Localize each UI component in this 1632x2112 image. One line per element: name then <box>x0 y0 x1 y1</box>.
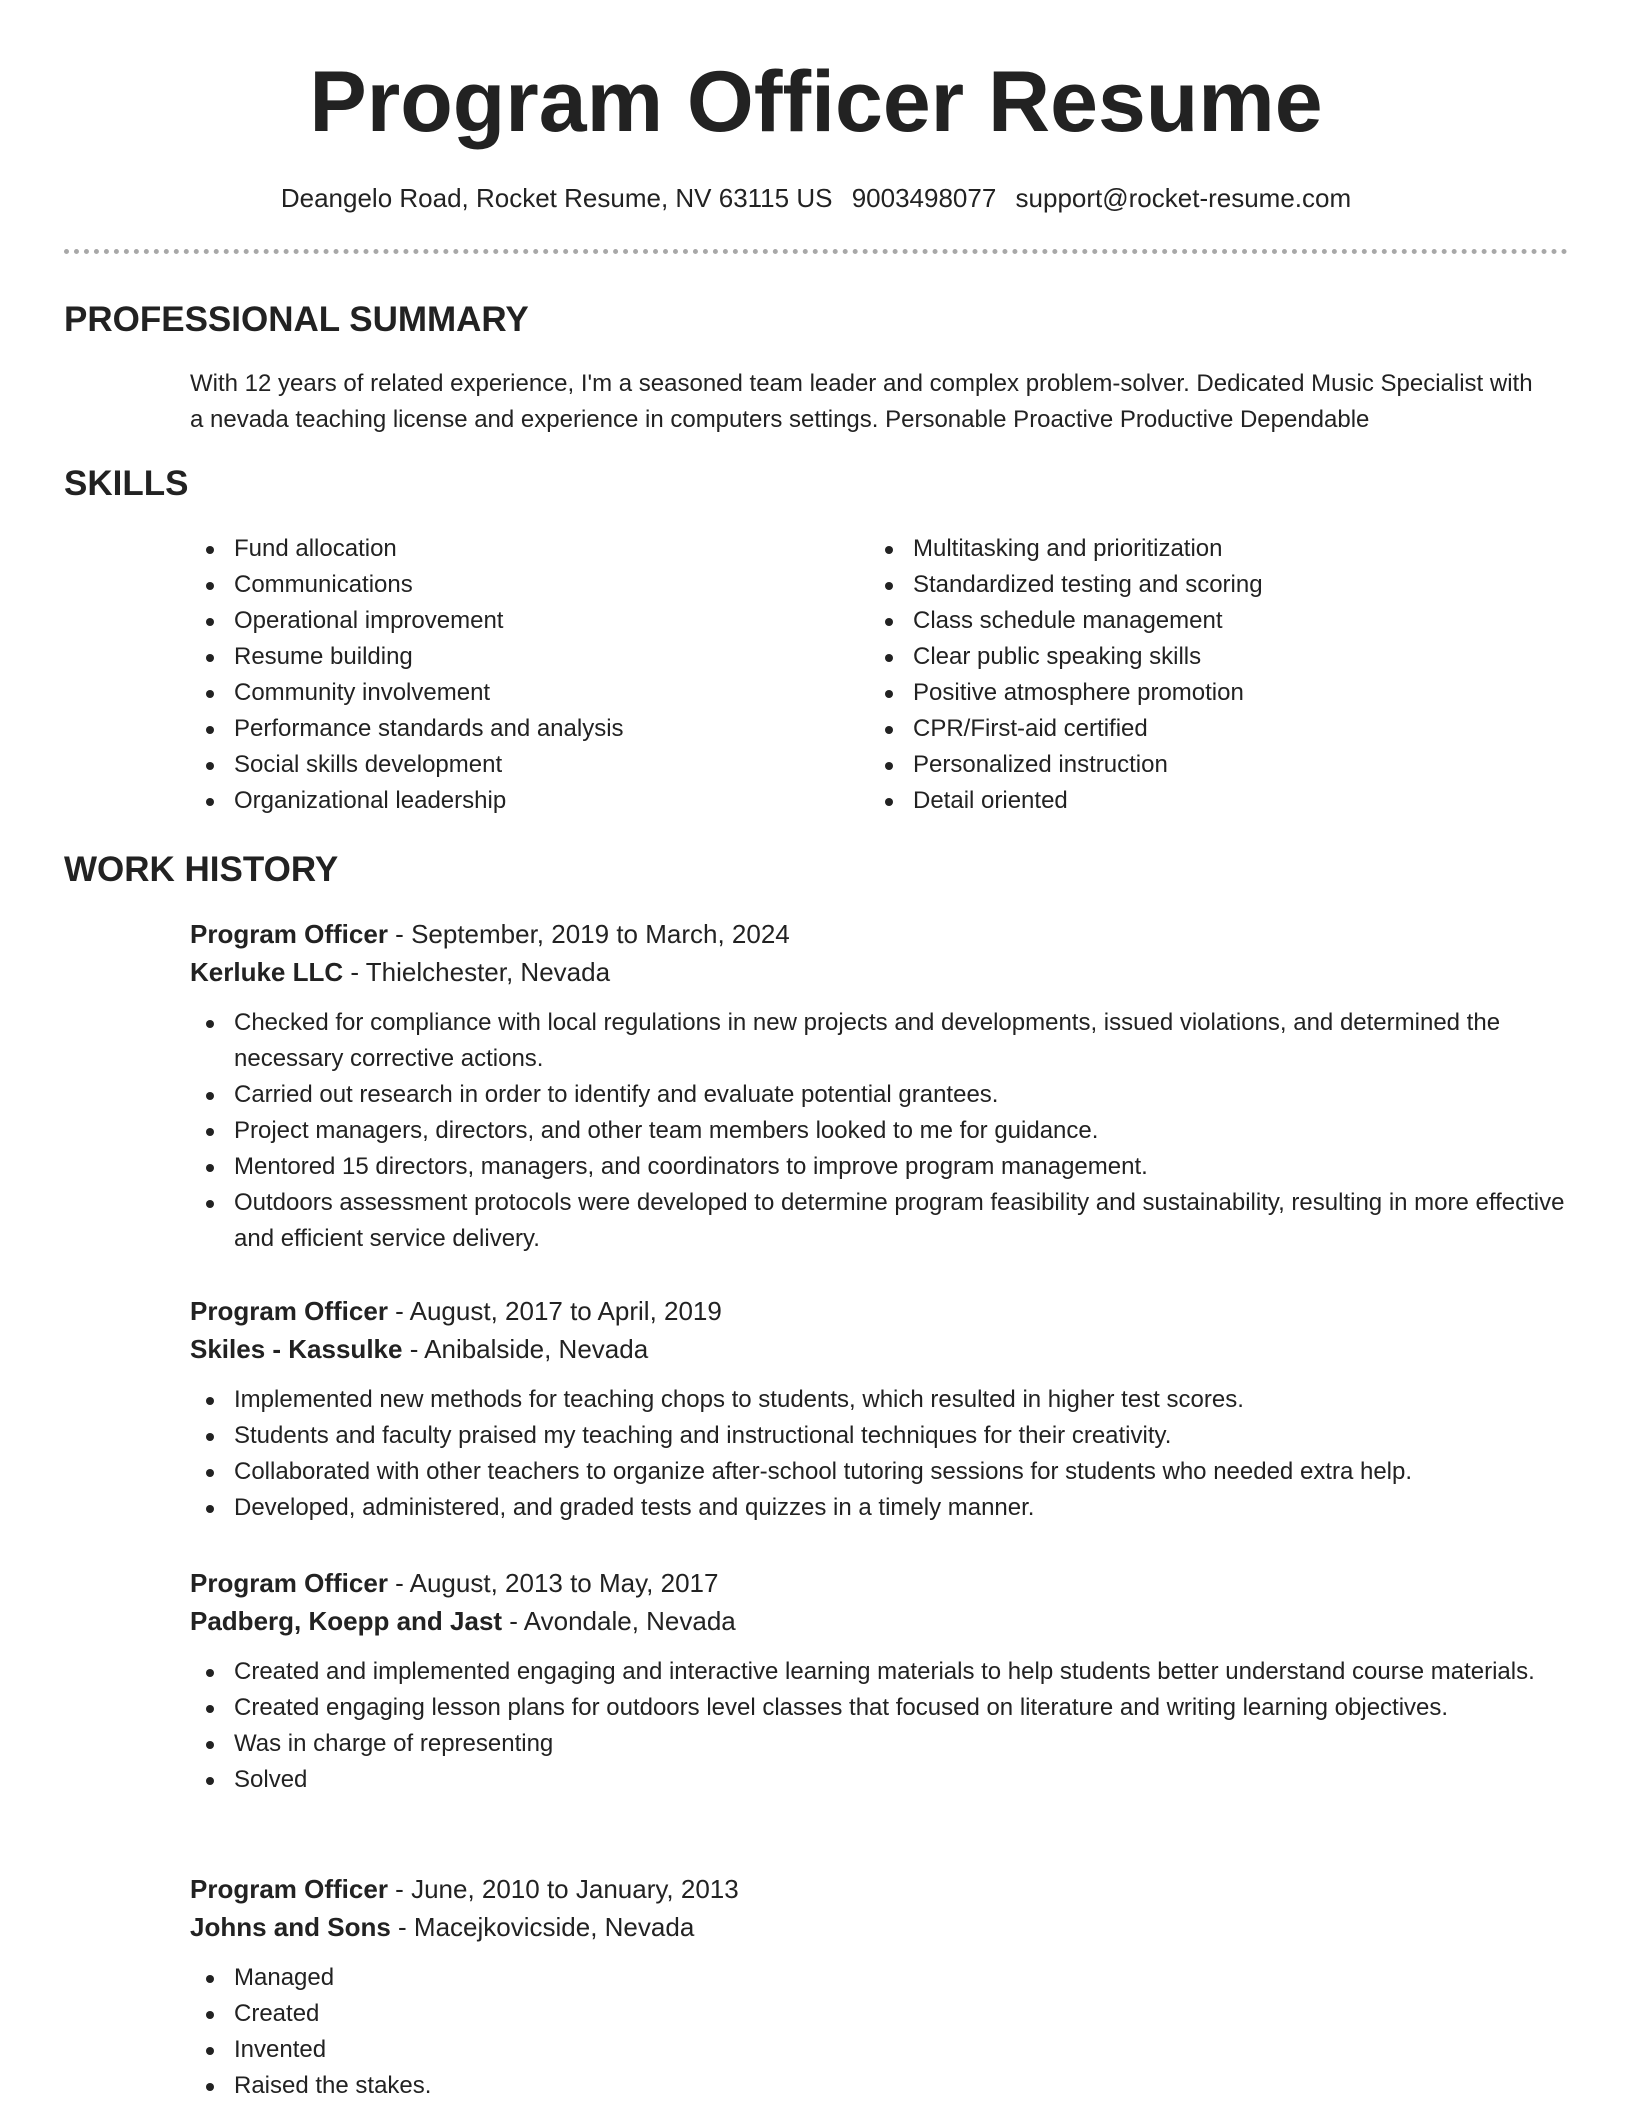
skills-list-left <box>190 531 830 819</box>
job-bullet: Implemented new methods for teaching chops to students, which resulted in higher test scores. <box>190 1382 1570 1418</box>
job-bullet: Mentored 15 directors, managers, and coordinators to improve program management. <box>190 1149 1570 1185</box>
skill-item: Communications <box>190 567 830 603</box>
skill-item: Performance standards and analysis <box>190 711 830 747</box>
job-bullets <box>190 1005 1570 1257</box>
skill-item: Multitasking and prioritization <box>869 531 1549 567</box>
summary-heading: PROFESSIONAL SUMMARY <box>64 300 529 339</box>
job-bullet: Invented <box>190 2032 1570 2068</box>
job-bullet: Created engaging lesson plans for outdoors level classes that focused on literature and writing learning objectives. <box>190 1690 1570 1726</box>
summary-text: With 12 years of related experience, I'm a seasoned team leader and complex problem-solver. Dedicated Music Specialist with a nevada teaching license and experience in computers settings. Personable Proactive Productive Dependable <box>190 370 1533 433</box>
job-bullet: Created and implemented engaging and interactive learning materials to help students better understand course materials. <box>190 1654 1570 1690</box>
job-entry: Program Officer - September, 2019 to March, 2024 Kerluke LLC - Thielchester, Nevada Checked for compliance with local regulations in new projects and developments, issued violations, and determined the necessary corrective actions. Carried out research in order to identify and evaluate potential grantees. Project managers, directors, and other team members looked to me for guidance. Mentored 15 directors, managers, and coordinators to improve program management. Outdoors assessment protocols were developed to determine program feasibility and sustainability, resulting in more effective and efficient service delivery. <box>190 915 1570 1257</box>
skill-item: Standardized testing and scoring <box>869 567 1549 603</box>
skill-item: CPR/First-aid certified <box>869 711 1549 747</box>
skill-item: Class schedule management <box>869 603 1549 639</box>
skill-item: Operational improvement <box>190 603 830 639</box>
job-bullet: Students and faculty praised my teaching and instructional techniques for their creativity. <box>190 1418 1570 1454</box>
contact-line <box>0 180 1632 216</box>
job-bullet: Raised the stakes. <box>190 2068 1570 2104</box>
job-dates: August, 2013 to May, 2017 <box>409 1568 719 1598</box>
job-bullets <box>190 1960 1570 2104</box>
skill-item: Organizational leadership <box>190 783 830 819</box>
job-title: Program Officer <box>190 1568 388 1598</box>
job-bullet: Created <box>190 1996 1570 2032</box>
skill-item: Detail oriented <box>869 783 1549 819</box>
job-dates: September, 2019 to March, 2024 <box>411 919 790 949</box>
contact-address: Deangelo Road, Rocket Resume, NV 63115 US <box>280 183 833 213</box>
skill-item: Personalized instruction <box>869 747 1549 783</box>
job-bullets <box>190 1654 1570 1798</box>
job-bullet: Carried out research in order to identify and evaluate potential grantees. <box>190 1077 1570 1113</box>
work-heading: WORK HISTORY <box>64 850 339 889</box>
job-bullet: Collaborated with other teachers to organize after-school tutoring sessions for students who needed extra help. <box>190 1454 1570 1490</box>
job-dates: August, 2017 to April, 2019 <box>409 1296 722 1326</box>
job-bullet: Managed <box>190 1960 1570 1996</box>
job-bullet: Project managers, directors, and other team members looked to me for guidance. <box>190 1113 1570 1149</box>
skill-item: Resume building <box>190 639 830 675</box>
job-title: Program Officer <box>190 1874 388 1904</box>
job-entry: Program Officer - August, 2013 to May, 2017 Padberg, Koepp and Jast - Avondale, Nevada Created and implemented engaging and interactive learning materials to help students better understand course materials. Created engaging lesson plans for outdoors level classes that focused on literature and writing learning objectives. Was in charge of representing Solved <box>190 1564 1570 1798</box>
job-company: Skiles - Kassulke <box>190 1334 403 1364</box>
skills-heading: SKILLS <box>64 464 189 503</box>
skill-item: Positive atmosphere promotion <box>869 675 1549 711</box>
job-bullets <box>190 1382 1570 1526</box>
job-location: Avondale, Nevada <box>523 1606 736 1636</box>
job-location: Thielchester, Nevada <box>365 957 611 987</box>
skill-item: Fund allocation <box>190 531 830 567</box>
job-title: Program Officer <box>190 919 388 949</box>
contact-phone: 9003498077 <box>851 183 997 213</box>
page-title: Program Officer Resume <box>309 54 1323 150</box>
skill-item: Social skills development <box>190 747 830 783</box>
job-company: Padberg, Koepp and Jast <box>190 1606 503 1636</box>
job-location: Macejkovicside, Nevada <box>413 1912 695 1942</box>
job-company: Kerluke LLC <box>190 957 344 987</box>
skills-list-right <box>869 531 1549 819</box>
job-bullet: Outdoors assessment protocols were developed to determine program feasibility and sustainability, resulting in more effective and efficient service delivery. <box>190 1185 1570 1257</box>
job-company: Johns and Sons <box>190 1912 391 1942</box>
job-bullet: Was in charge of representing <box>190 1726 1570 1762</box>
skill-item: Community involvement <box>190 675 830 711</box>
header-divider <box>64 249 1568 254</box>
job-dates: June, 2010 to January, 2013 <box>411 1874 739 1904</box>
job-title: Program Officer <box>190 1296 388 1326</box>
job-bullet: Solved <box>190 1762 1570 1798</box>
job-location: Anibalside, Nevada <box>424 1334 649 1364</box>
job-entry: Program Officer - June, 2010 to January, 2013 Johns and Sons - Macejkovicside, Nevada Managed Created Invented Raised the stakes. <box>190 1870 1570 2104</box>
job-entry: Program Officer - August, 2017 to April, 2019 Skiles - Kassulke - Anibalside, Nevada Implemented new methods for teaching chops to students, which resulted in higher test scores. Students and faculty praised my teaching and instructional techniques for their creativity. Collaborated with other teachers to organize after-school tutoring sessions for students who needed extra help. Developed, administered, and graded tests and quizzes in a timely manner. <box>190 1292 1570 1526</box>
contact-email: support@rocket-resume.com <box>1015 183 1352 213</box>
skill-item: Clear public speaking skills <box>869 639 1549 675</box>
job-bullet: Developed, administered, and graded tests and quizzes in a timely manner. <box>190 1490 1570 1526</box>
job-bullet: Checked for compliance with local regulations in new projects and developments, issued violations, and determined the necessary corrective actions. <box>190 1005 1570 1077</box>
